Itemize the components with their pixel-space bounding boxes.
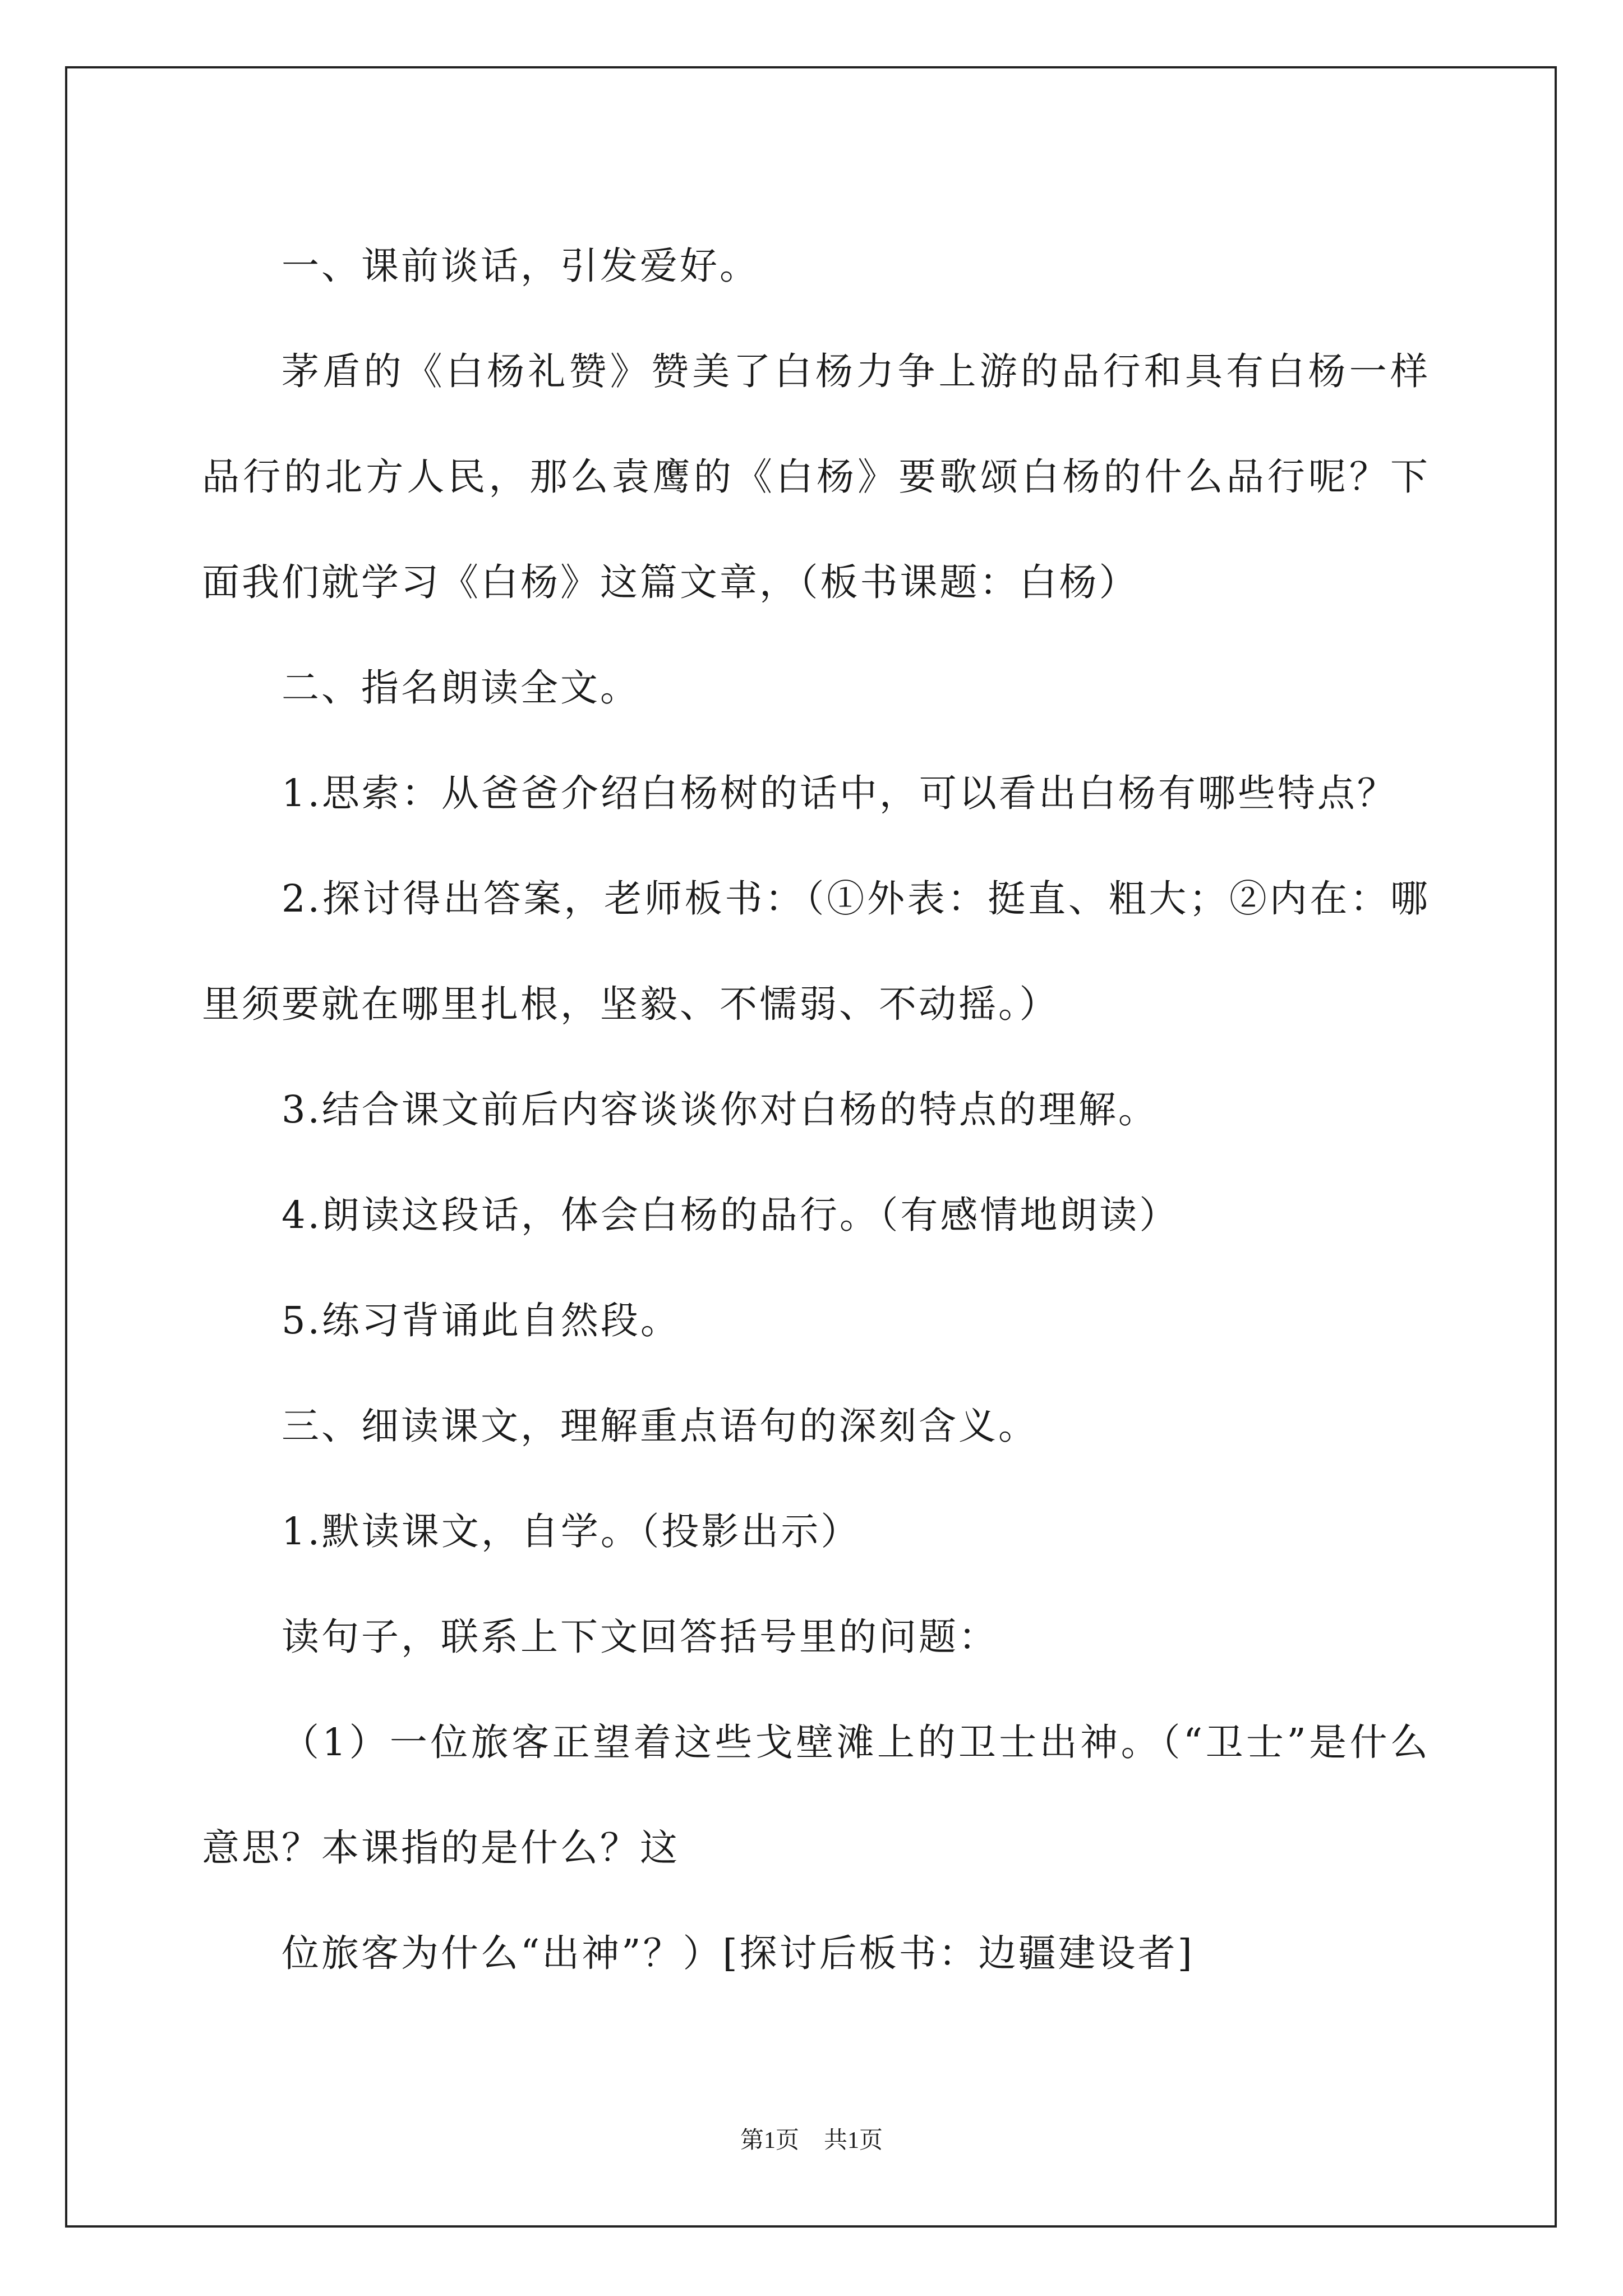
paragraph-9: 三、细读课文，理解重点语句的深刻含义。 xyxy=(282,1404,1038,1448)
paragraph-11: 读句子，联系上下文回答括号里的问题： xyxy=(282,1615,998,1659)
paragraph-4: 1.思索：从爸爸介绍白杨树的话中，可以看出白杨有哪些特点？ xyxy=(282,771,1397,815)
paragraph-13: 位旅客为什么“出神”？）[探讨后板书：边疆建设者] xyxy=(282,1931,1195,1975)
page-total: 共1页 xyxy=(824,2128,883,2154)
page-number: 第1页 xyxy=(740,2128,799,2154)
paragraph-6: 3.结合课文前后内容谈谈你对白杨的特点的理解。 xyxy=(282,1088,1158,1131)
document-body xyxy=(202,213,1430,2006)
paragraph-12: （1）一位旅客正望着这些戈壁滩上的卫士出神。（“卫士”是什么意思？本课指的是什么？这 xyxy=(202,1720,1430,1870)
paragraph-3: 二、指名朗读全文。 xyxy=(282,666,640,710)
paragraph-7: 4.朗读这段话，体会白杨的品行。（有感情地朗读） xyxy=(282,1193,1179,1237)
paragraph-2: 茅盾的《白杨礼赞》赞美了白杨力争上游的品行和具有白杨一样品行的北方人民，那么袁鹰的《白杨》要歌颂白杨的什么品行呢？下面我们就学习《白杨》这篇文章，（板书课题：白杨） xyxy=(202,349,1430,604)
paragraph-10: 1.默读课文，自学。（投影出示） xyxy=(282,1510,861,1553)
paragraph-1: 一、课前谈话，引发爱好。 xyxy=(282,244,759,288)
paragraph-5: 2.探讨得出答案，老师板书：（①外表：挺直、粗大；②内在：哪里须要就在哪里扎根，坚毅、不懦弱、不动摇。） xyxy=(202,877,1430,1026)
page-footer xyxy=(0,2125,1623,2156)
paragraph-8: 5.练习背诵此自然段。 xyxy=(282,1299,680,1342)
